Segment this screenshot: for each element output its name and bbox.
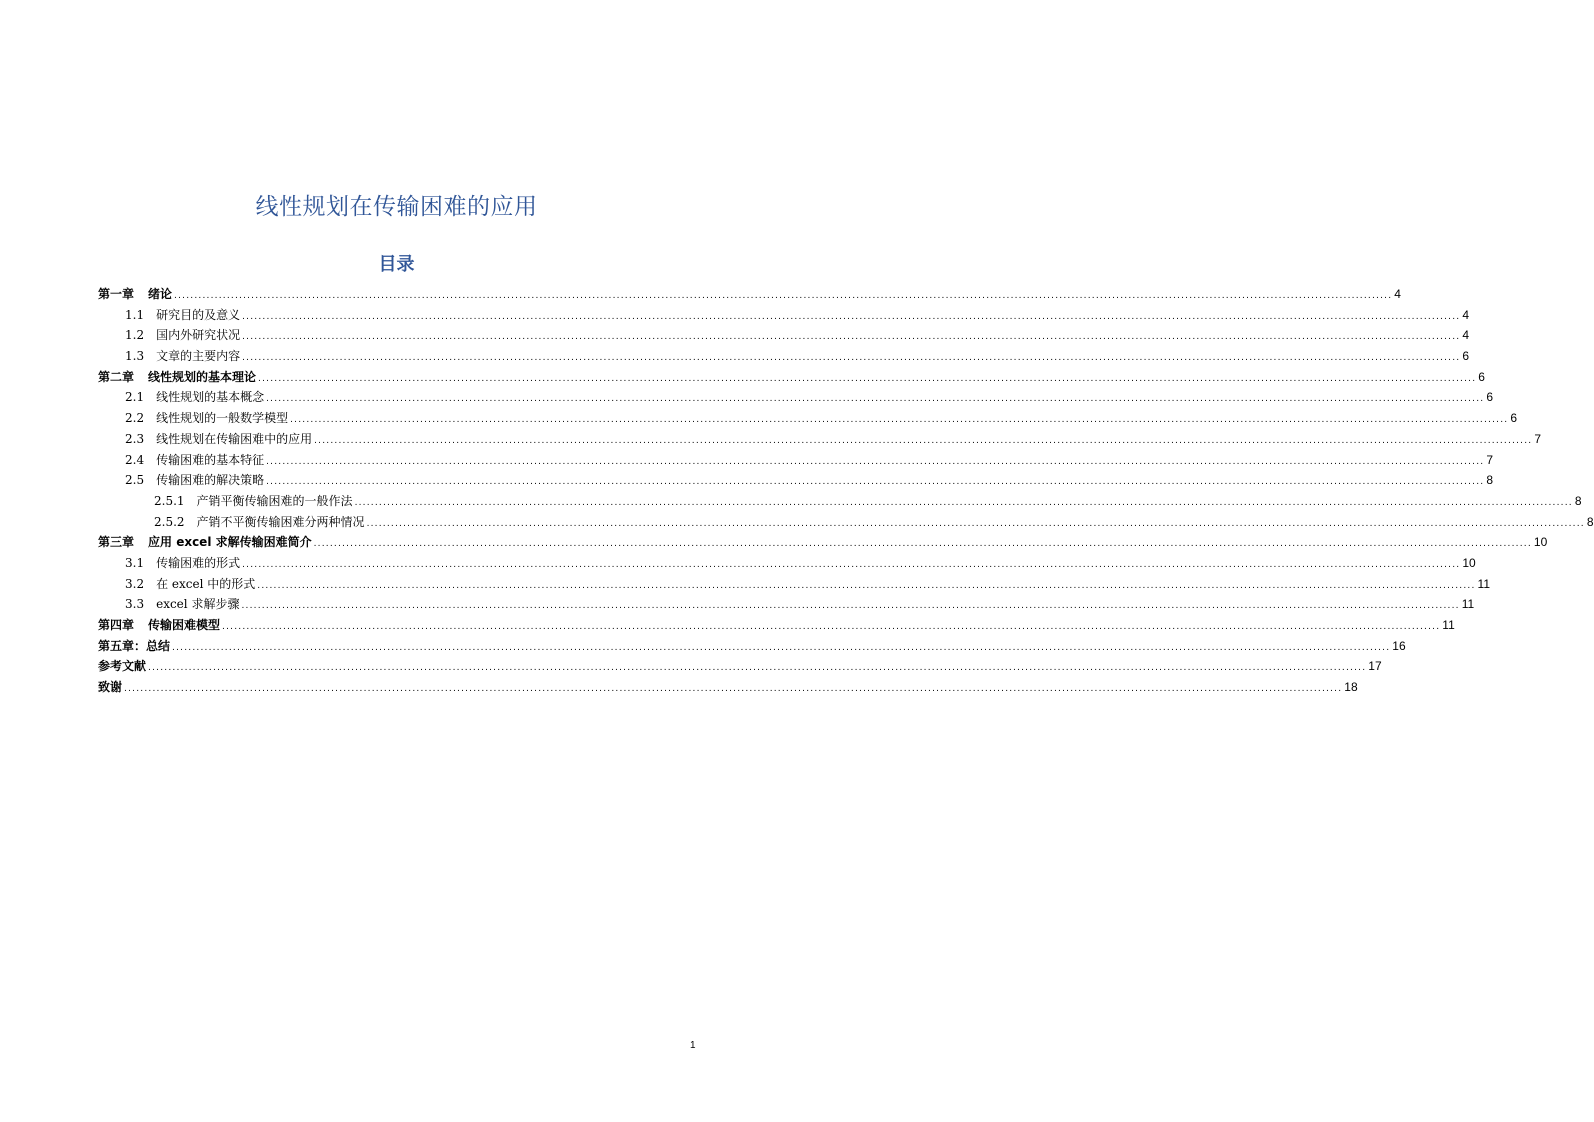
toc-entry-number: 第三章 <box>98 535 135 550</box>
toc-entry-page: 6 <box>1462 349 1470 364</box>
toc-leader-dots: ............................................................................................................................................................................................................................................................................................................ <box>242 353 1461 364</box>
toc-leader-dots: ............................................................................................................................................................................................................................................................................................................ <box>222 622 1441 632</box>
toc-entry-label: 致谢 <box>98 680 123 695</box>
toc-leader-dots: ............................................................................................................................................................................................................................................................................................................ <box>290 415 1509 426</box>
toc-entry[interactable] <box>98 512 1594 533</box>
toc-entry-label: 传输困难的形式 <box>156 555 241 570</box>
toc-entry[interactable] <box>98 387 1494 408</box>
toc-entry-number: 2.5.1 <box>154 493 185 508</box>
toc-entry[interactable] <box>98 636 1406 657</box>
toc-entry-page: 10 <box>1462 555 1476 570</box>
toc-entry-label: 产销平衡传输困难的一般作法 <box>196 493 353 508</box>
toc-entry-number: 2.2 <box>125 411 145 426</box>
toc-entry-page: 4 <box>1394 287 1401 301</box>
toc-entry-page: 8 <box>1486 473 1494 488</box>
toc-entry-label: 第五章：总结 <box>98 638 171 653</box>
toc-entry-label: 传输困难模型 <box>148 618 221 632</box>
toc-entry[interactable] <box>98 367 1485 388</box>
toc-entry-label: 产销不平衡传输困难分两种情况 <box>196 514 365 529</box>
toc-entry-number: 2.5 <box>125 473 145 488</box>
toc-entry-page: 11 <box>1461 597 1475 612</box>
toc-entry[interactable] <box>98 553 1476 574</box>
toc-leader-dots: ............................................................................................................................................................................................................................................................................................................ <box>266 456 1485 467</box>
toc-entry[interactable] <box>98 450 1494 471</box>
toc-entry-label: 参考文献 <box>98 659 147 674</box>
footer-page-number: 1 <box>690 1040 696 1051</box>
toc-entry-number: 3.1 <box>125 555 145 570</box>
toc-entry-page: 6 <box>1486 390 1494 405</box>
toc-entry-number: 2.1 <box>125 390 145 405</box>
toc-entry-number: 第一章 <box>98 287 135 301</box>
toc-entry-page: 10 <box>1533 535 1548 550</box>
toc-leader-dots: ............................................................................................................................................................................................................................................................................................................ <box>266 477 1485 488</box>
document-title: 线性规划在传输困难的应用 <box>255 194 538 220</box>
toc-leader-dots: ............................................................................................................................................................................................................................................................................................................ <box>354 497 1573 508</box>
toc-entry-label: 绪论 <box>148 287 173 301</box>
toc-entry-label: 文章的主要内容 <box>156 349 241 364</box>
toc-entry-label: 线性规划在传输困难中的应用 <box>156 431 313 446</box>
toc-entry[interactable] <box>98 656 1382 677</box>
toc-leader-dots: ............................................................................................................................................................................................................................................................................................................ <box>124 684 1343 695</box>
toc-entry-number: 第四章 <box>98 618 135 632</box>
toc-heading: 目录 <box>378 254 415 275</box>
toc-entry-label: 在 excel 中的形式 <box>156 576 256 591</box>
toc-entry-page: 4 <box>1462 307 1470 322</box>
toc-entry-number: 第二章 <box>98 369 135 384</box>
toc-leader-dots: ............................................................................................................................................................................................................................................................................................................ <box>148 663 1367 674</box>
toc-entry[interactable] <box>98 305 1470 326</box>
toc-leader-dots: ............................................................................................................................................................................................................................................................................................................ <box>257 580 1476 591</box>
toc-entry-label: 应用 excel 求解传输困难简介 <box>148 535 312 550</box>
toc-entry-page: 7 <box>1534 431 1542 446</box>
toc-entry-number: 2.3 <box>125 431 145 446</box>
toc-entry-label: 线性规划的基本概念 <box>156 390 265 405</box>
toc-entry-page: 16 <box>1392 638 1406 653</box>
toc-entry-number: 3.2 <box>125 576 145 591</box>
toc-leader-dots: ............................................................................................................................................................................................................................................................................................................ <box>366 518 1585 529</box>
toc-entry-page: 6 <box>1510 411 1518 426</box>
toc-entry-label: 线性规划的基本理论 <box>148 369 257 384</box>
toc-entry[interactable] <box>98 408 1518 429</box>
toc-entry-label: excel 求解步骤 <box>156 597 240 612</box>
toc-entry-number: 1.2 <box>125 328 145 343</box>
toc-entry-page: 6 <box>1478 369 1485 384</box>
toc-leader-dots: ............................................................................................................................................................................................................................................................................................................ <box>242 559 1461 570</box>
toc-entry[interactable] <box>98 284 1401 305</box>
toc-entry-page: 17 <box>1368 659 1382 674</box>
toc-entry-page: 7 <box>1486 452 1494 467</box>
toc-entry[interactable] <box>98 594 1475 615</box>
toc-leader-dots: ............................................................................................................................................................................................................................................................................................................ <box>172 642 1391 653</box>
toc-entry[interactable] <box>98 532 1548 553</box>
toc-leader-dots: ............................................................................................................................................................................................................................................................................................................ <box>242 332 1461 343</box>
toc-entry-page: 18 <box>1344 680 1358 695</box>
toc-leader-dots: ............................................................................................................................................................................................................................................................................................................ <box>242 311 1461 322</box>
toc-entry-page: 11 <box>1442 618 1455 632</box>
toc-entry[interactable] <box>98 615 1455 636</box>
toc-leader-dots: ............................................................................................................................................................................................................................................................................................................ <box>241 601 1460 612</box>
toc-entry-number: 3.3 <box>125 597 145 612</box>
toc-entry-label: 传输困难的基本特征 <box>156 452 265 467</box>
toc-entry-label: 线性规划的一般数学模型 <box>156 411 289 426</box>
toc-leader-dots: ............................................................................................................................................................................................................................................................................................................ <box>313 539 1532 550</box>
toc-entry[interactable] <box>98 346 1470 367</box>
toc-entry-label: 国内外研究状况 <box>156 328 241 343</box>
toc-entry-label: 传输困难的解决策略 <box>156 473 265 488</box>
toc-leader-dots: ............................................................................................................................................................................................................................................................................................................ <box>314 435 1533 446</box>
toc-entry[interactable] <box>98 470 1494 491</box>
toc-entry-page: 11 <box>1477 576 1490 591</box>
toc-leader-dots: ............................................................................................................................................................................................................................................................................................................ <box>266 394 1485 405</box>
toc-leader-dots: ............................................................................................................................................................................................................................................................................................................ <box>174 291 1393 301</box>
toc-entry-label: 研究目的及意义 <box>156 307 241 322</box>
toc-entry-page: 8 <box>1574 493 1582 508</box>
toc-entry[interactable] <box>98 325 1470 346</box>
toc-entry[interactable] <box>98 429 1542 450</box>
toc-entry-number: 2.4 <box>125 452 145 467</box>
toc-entry[interactable] <box>98 491 1582 512</box>
toc-entry-number: 2.5.2 <box>154 514 185 529</box>
toc-entry-number: 1.3 <box>125 349 145 364</box>
toc-leader-dots: ............................................................................................................................................................................................................................................................................................................ <box>258 373 1477 384</box>
toc-entry-number: 1.1 <box>125 307 145 322</box>
toc-entry-page: 8 <box>1586 514 1594 529</box>
toc-entry-page: 4 <box>1462 328 1470 343</box>
toc-entry[interactable] <box>98 677 1358 698</box>
toc-entry[interactable] <box>98 574 1490 595</box>
table-of-contents <box>98 284 1594 698</box>
